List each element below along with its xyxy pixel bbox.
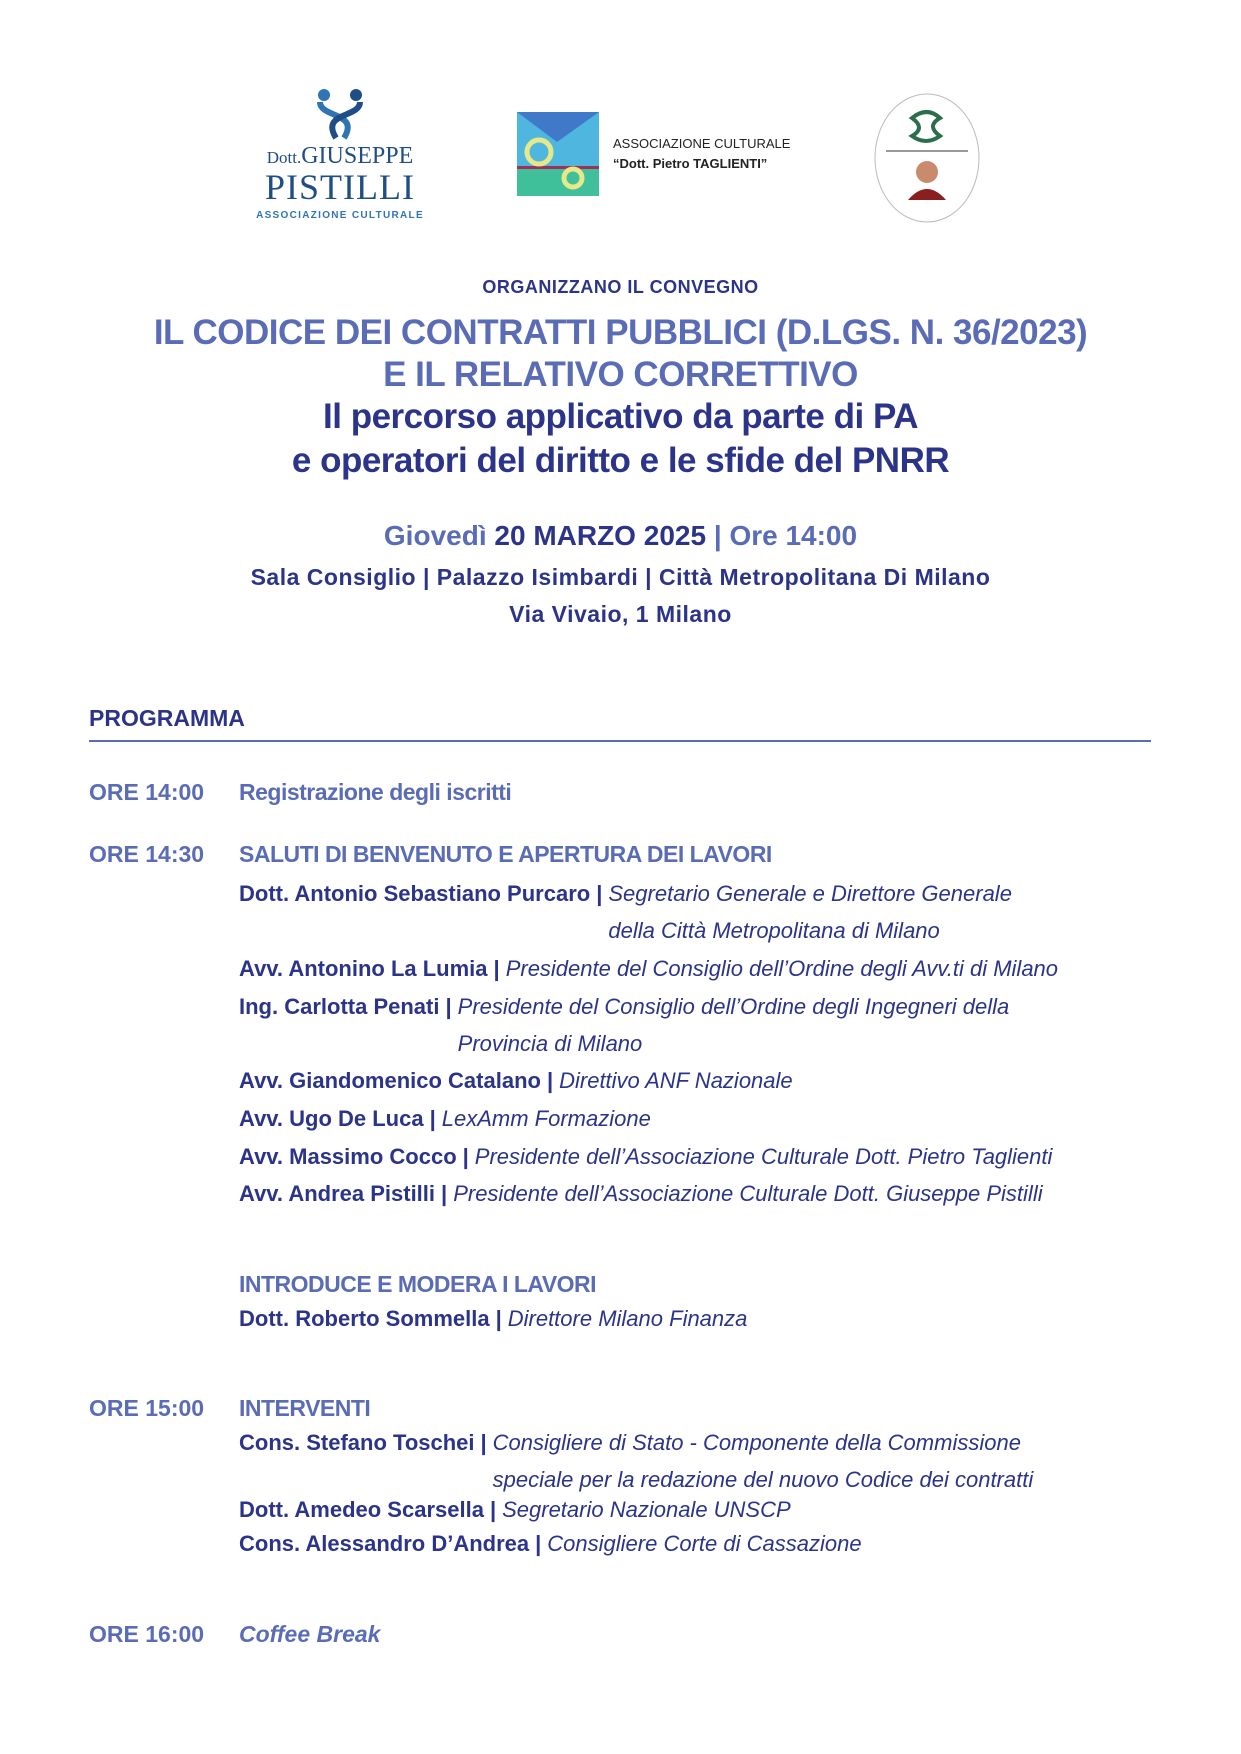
- speaker-name: Ing. Carlotta Penati: [239, 994, 440, 1019]
- role-line: Segretario Nazionale UNSCP: [502, 1497, 791, 1522]
- title-line2: E IL RELATIVO CORRETTIVO: [383, 355, 858, 394]
- time-slot: ORE 16:00: [89, 1621, 205, 1647]
- separator: |: [445, 994, 452, 1019]
- speaker-name: Cons. Alessandro D’Andrea: [239, 1531, 530, 1556]
- separator: |: [441, 1181, 448, 1206]
- speaker-row: [239, 1525, 862, 1562]
- address: Via Vivaio, 1 Milano: [509, 601, 732, 627]
- subtitle-line2: e operatori del diritto e le sfide del PNRR: [291, 441, 950, 480]
- kicker: ORGANIZZANO IL CONVEGNO: [482, 277, 759, 297]
- separator: |: [495, 1306, 502, 1331]
- separator: |: [480, 1430, 487, 1455]
- taglienti-line2: “Dott. Pietro TAGLIENTI”: [613, 156, 768, 171]
- speaker-row: [239, 1300, 747, 1337]
- event-time: Ore 14:00: [729, 520, 858, 551]
- role-line: Provincia di Milano: [457, 1031, 643, 1056]
- speaker-name: Avv. Antonino La Lumia: [239, 956, 488, 981]
- role-line: Presidente dell’Associazione Culturale Dott. Giuseppe Pistilli: [453, 1181, 1043, 1206]
- session-label: INTERVENTI: [239, 1395, 371, 1421]
- role-line: Segretario Generale e Direttore Generale: [608, 881, 1012, 906]
- speaker-name: Avv. Ugo De Luca: [239, 1106, 424, 1131]
- separator: |: [546, 1068, 554, 1093]
- speaker-name: Avv. Giandomenico Catalano: [239, 1068, 541, 1093]
- role-line: Presidente del Consiglio dell’Ordine degli Avv.ti di Milano: [505, 956, 1059, 981]
- role-line: Direttore Milano Finanza: [507, 1306, 748, 1331]
- role-line: Presidente del Consiglio dell’Ordine degli Ingegneri della: [457, 994, 1010, 1019]
- divider: [89, 740, 1151, 742]
- speaker-role: [506, 950, 1058, 987]
- speaker-name: Avv. Andrea Pistilli: [239, 1181, 436, 1206]
- separator: |: [535, 1531, 542, 1556]
- program-title: PROGRAMMA: [89, 705, 245, 731]
- event-date: [0, 520, 1241, 552]
- event-day: Giovedì: [383, 520, 487, 551]
- session-label: Coffee Break: [239, 1621, 381, 1647]
- taglienti-logo: [517, 112, 807, 196]
- logo-sub: ASSOCIAZIONE CULTURALE: [256, 210, 424, 221]
- subtitle-line1: Il percorso applicativo da parte di PA: [323, 397, 918, 436]
- event-date-text: 20 MARZO 2025: [494, 520, 707, 551]
- speaker-row: [239, 988, 1009, 1062]
- logo-name2: PISTILLI: [265, 167, 415, 207]
- speaker-row: [239, 1100, 651, 1137]
- seal-icon: [868, 88, 986, 228]
- role-line: della Città Metropolitana di Milano: [608, 918, 940, 943]
- role-line: Consigliere Corte di Cassazione: [547, 1531, 862, 1556]
- separator: |: [429, 1106, 436, 1131]
- speaker-name: Avv. Massimo Cocco: [239, 1144, 457, 1169]
- speaker-row: [239, 950, 1058, 987]
- speaker-role: [458, 988, 1010, 1062]
- separator: |: [493, 956, 500, 981]
- title-line1: IL CODICE DEI CONTRATTI PUBBLICI (D.LGS. N. 36/2023): [153, 313, 1088, 352]
- speaker-role: [508, 1300, 748, 1337]
- speaker-name: Dott. Antonio Sebastiano Purcaro: [239, 881, 591, 906]
- time-slot: ORE 15:00: [89, 1395, 205, 1421]
- pistilli-logo: [250, 88, 430, 228]
- logo-prefix: Dott.: [266, 148, 302, 167]
- taglienti-line1: ASSOCIAZIONE CULTURALE: [613, 136, 791, 151]
- speaker-row: [239, 1424, 1033, 1498]
- speaker-role: [502, 1491, 791, 1528]
- session-label: SALUTI DI BENVENUTO E APERTURA DEI LAVORI: [239, 841, 772, 867]
- speaker-role: [547, 1525, 861, 1562]
- speaker-role: [453, 1175, 1042, 1212]
- speaker-role: [493, 1424, 1034, 1498]
- time-slot: ORE 14:00: [89, 779, 205, 805]
- role-line: LexAmm Formazione: [441, 1106, 651, 1131]
- speaker-row: [239, 1062, 793, 1099]
- speaker-role: [608, 875, 1012, 949]
- speaker-name: Dott. Amedeo Scarsella: [239, 1497, 484, 1522]
- speaker-role: [442, 1100, 651, 1137]
- separator: |: [489, 1497, 497, 1522]
- logo-name1: GIUSEPPE: [301, 143, 414, 169]
- role-line: Consigliere di Stato - Componente della Commissione: [492, 1430, 1021, 1455]
- speaker-row: [239, 1138, 1052, 1175]
- unscp-seal: [868, 88, 986, 228]
- gears-emblem-icon: [517, 112, 599, 196]
- separator: |: [462, 1144, 469, 1169]
- venue: Sala Consiglio | Palazzo Isimbardi | Città Metropolitana Di Milano: [250, 564, 991, 590]
- time-slot: ORE 14:30: [89, 841, 205, 867]
- session-label: Registrazione degli iscritti: [239, 779, 512, 805]
- role-line: speciale per la redazione del nuovo Codice dei contratti: [492, 1467, 1034, 1492]
- speaker-role: [559, 1062, 793, 1099]
- separator: |: [596, 881, 603, 906]
- speaker-row: [239, 875, 1012, 949]
- session-label: INTRODUCE E MODERA I LAVORI: [239, 1271, 597, 1297]
- speaker-name: Cons. Stefano Toschei: [239, 1430, 475, 1455]
- speaker-role: [475, 1138, 1053, 1175]
- speaker-name: Dott. Roberto Sommella: [239, 1306, 490, 1331]
- role-line: Presidente dell’Associazione Culturale Dott. Pietro Taglienti: [474, 1144, 1053, 1169]
- speaker-row: [239, 1491, 791, 1528]
- people-icon: [310, 88, 370, 140]
- speaker-row: [239, 1175, 1043, 1212]
- role-line: Direttivo ANF Nazionale: [559, 1068, 793, 1093]
- date-separator: |: [713, 520, 722, 551]
